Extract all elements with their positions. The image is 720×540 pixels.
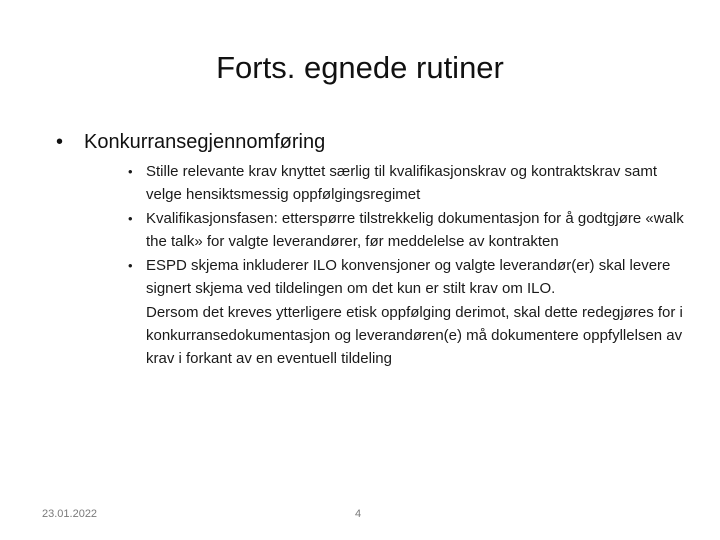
bullet-marker: • <box>128 164 133 179</box>
main-bullet <box>56 128 325 156</box>
page-number: 4 <box>355 508 362 520</box>
bullet-marker: • <box>128 258 133 273</box>
sub-bullet-text: Kvalifikasjonsfasen: etterspørre tilstrekkelig dokumentasjon for å godtgjøre «walk the talk» for valgte leverandører, før meddelelse av kontrakten <box>146 210 684 250</box>
sub-bullet-text: ESPD skjema inkluderer ILO konvensjoner og valgte leverandør(er) skal levere signert skjema ved tildelingen om det kun er stilt krav om ILO. <box>146 257 671 297</box>
sub-bullet-item <box>128 160 688 206</box>
sub-bullet-item <box>128 254 688 300</box>
bullet-marker: • <box>128 211 133 226</box>
sub-bullet-list <box>128 160 688 370</box>
sub-bullet-item <box>128 207 688 253</box>
slide-title: Forts. egnede rutiner <box>216 50 504 85</box>
main-bullet-text: Konkurransegjennomføring <box>84 131 326 153</box>
bullet-marker: • <box>56 131 64 153</box>
continuation-paragraph: Dersom det kreves ytterligere etisk oppfølging derimot, skal dette redegjøres for i konkurransedokumentasjon og leverandøren(e) må dokumentere oppfyllelsen av krav i forkant av en eventuell tildeling <box>146 304 683 367</box>
footer-date: 23.01.2022 <box>42 508 98 520</box>
sub-bullet-text: Stille relevante krav knyttet særlig til kvalifikasjonskrav og kontraktskrav samt velge hensiktsmessig oppfølgingsregimet <box>146 163 658 203</box>
